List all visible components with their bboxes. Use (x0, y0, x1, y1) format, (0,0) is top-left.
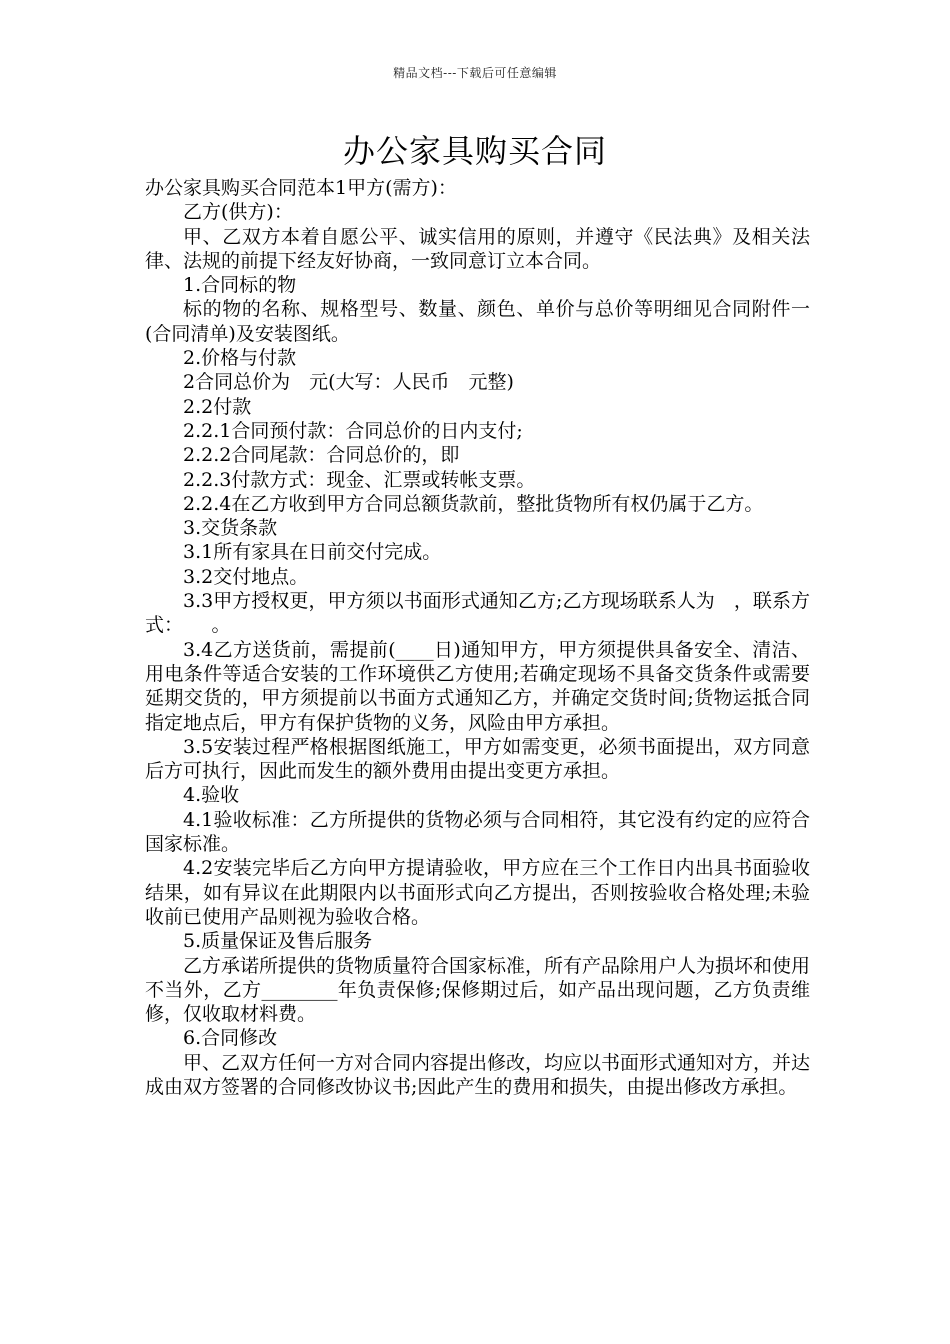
paragraph-2-2-1: 2.2.1合同预付款：合同总价的日内支付; (183, 419, 523, 442)
paragraph-2-2-4: 2.2.4在乙方收到甲方合同总额货款前，整批货物所有权仍属于乙方。 (183, 492, 764, 515)
paragraph-3-2: 3.2交付地点。 (183, 565, 309, 588)
section-heading-5: 5.质量保证及售后服务 (183, 930, 373, 953)
section-heading-2: 2.价格与付款 (183, 347, 297, 370)
paragraph-4-1: 4.1验收标准：乙方所提供的货物必须与合同相符，其它没有约定的应符合国家标准。 (145, 808, 810, 856)
paragraph-intro: 办公家具购买合同范本1甲方(需方)： (145, 177, 457, 199)
paragraph-2-2-3: 2.2.3付款方式：现金、汇票或转帐支票。 (183, 468, 536, 491)
paragraph-3-4: 3.4乙方送货前，需提前(____日)通知甲方，甲方须提供具备安全、清洁、用电条件等适合安装的工作环境供乙方使用;若确定现场不具备交货条件或需要延期交货的，甲方须提前以书面方式通知乙方，并确定交货时间;货物运抵合同指定地点后，甲方有保护货物的义务，风险由甲方承担。 (145, 638, 810, 734)
section-heading-4: 4.验收 (183, 784, 240, 807)
paragraph-3-5: 3.5安装过程严格根据图纸施工，甲方如需变更，必须书面提出，双方同意后方可执行，因此而发生的额外费用由提出变更方承担。 (145, 735, 810, 783)
document-body (145, 176, 810, 1099)
paragraph-4-2: 4.2安装完毕后乙方向甲方提请验收，甲方应在三个工作日内出具书面验收结果，如有异议在此期限内以书面形式向乙方提出，否则按验收合格处理;未验收前已使用产品则视为验收合格。 (145, 857, 810, 928)
paragraph-1-body: 标的物的名称、规格型号、数量、颜色、单价与总价等明细见合同附件一(合同清单)及安装图纸。 (145, 298, 810, 345)
paragraph-party-b: 乙方(供方)： (183, 201, 293, 224)
section-heading-1: 1.合同标的物 (183, 274, 297, 297)
paragraph-6-body: 甲、乙双方任何一方对合同内容提出修改，均应以书面形式通知对方，并达成由双方签署的合同修改协议书;因此产生的费用和损失，由提出修改方承担。 (145, 1051, 811, 1098)
document-title: 办公家具购买合同 (342, 132, 607, 170)
paragraph-3-1: 3.1所有家具在日前交付完成。 (183, 541, 442, 564)
paragraph-5-body: 乙方承诺所提供的货物质量符合国家标准，所有产品除用户人为损坏和使用不当外，乙方________年负责保修;保修期过后，如产品出现问题，乙方负责维修，仅收取材料费。 (145, 954, 811, 1026)
paragraph-2-2-2: 2.2.2合同尾款：合同总价的，即 (183, 444, 460, 467)
paragraph-preamble: 甲、乙双方本着自愿公平、诚实信用的原则，并遵守《民法典》及相关法律、法规的前提下经友好协商，一致同意订立本合同。 (145, 225, 810, 272)
paragraph-2-total: 2合同总价为 元(大写：人民币 元整) (183, 371, 514, 394)
section-heading-3: 3.交货条款 (183, 517, 278, 540)
paragraph-2-2: 2.2付款 (183, 395, 252, 418)
page-header: 精品文档---下载后可任意编辑 (393, 66, 557, 80)
section-heading-6: 6.合同修改 (183, 1027, 278, 1050)
paragraph-3-3: 3.3甲方授权更，甲方须以书面形式通知乙方;乙方现场联系人为 ，联系方式： 。 (145, 590, 810, 637)
